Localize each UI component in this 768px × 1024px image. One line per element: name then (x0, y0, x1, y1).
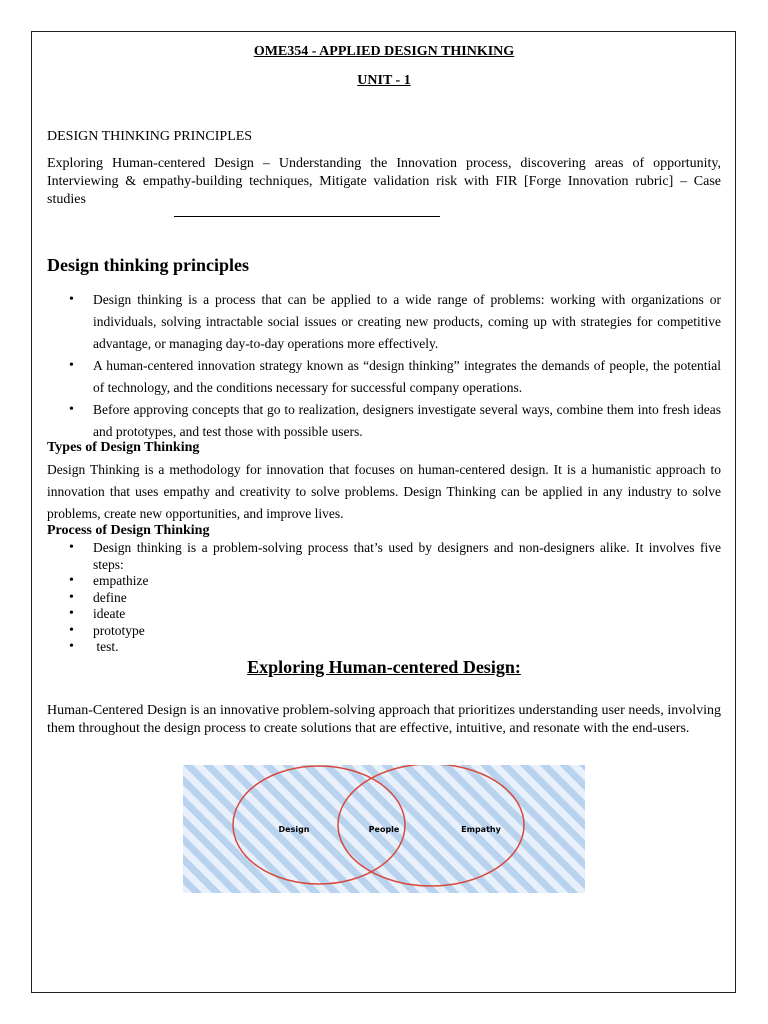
venn-label-people: People (368, 825, 400, 834)
principles-list (93, 289, 721, 443)
unit-label: UNIT - 1 (357, 73, 411, 88)
syllabus-paragraph: Exploring Human-centered Design – Understanding the Innovation process, discovering areas of opportunity, Interviewing & empathy-building techniques, Mitigate validation risk with FIR [Forge Innovation rubric] – Case studies (47, 156, 721, 207)
process-step-define: • define (93, 590, 721, 607)
venn-label-empathy: Empathy (461, 825, 501, 834)
venn-svg (183, 765, 585, 893)
principles-title: Design thinking principles (47, 255, 250, 275)
hcd-paragraph: Human-Centered Design is an innovative problem-solving approach that prioritizes understanding user needs, involving them throughout the design process to create solutions that are effective, intuitive, and resonate with the end-users. (47, 703, 721, 736)
venn-diagram (183, 765, 585, 893)
principles-bullet-3: • Before approving concepts that go to realization, designers investigate several ways, combine them into fresh ideas and prototypes, and test those with possible users. (93, 399, 721, 443)
types-paragraph: Design Thinking is a methodology for innovation that focuses on human-centered design. It is a humanistic approach to innovation that uses empathy and creativity to solve problems. Design Thinking can be applied in any industry to solve problems, create new opportunities, and improve lives. (47, 462, 721, 521)
process-list (93, 540, 721, 656)
types-title: Types of Design Thinking (47, 440, 200, 455)
hcd-title: Exploring Human-centered Design: (247, 657, 521, 677)
venn-label-design: Design (278, 825, 310, 834)
section-heading: DESIGN THINKING PRINCIPLES (47, 129, 253, 144)
process-step-test: • test. (93, 639, 721, 656)
process-intro: • Design thinking is a problem-solving process that’s used by designers and non-designers alike. It involves five steps: (93, 540, 721, 573)
process-step-prototype: • prototype (93, 623, 721, 640)
principles-bullet-1: • Design thinking is a process that can be applied to a wide range of problems: working with organizations or individuals, solving intractable social issues or creating new products, coming up with strategies for competitive advantage, or managing day-to-day operations more effectively. (93, 289, 721, 355)
process-step-empathize: • empathize (93, 573, 721, 590)
process-title: Process of Design Thinking (47, 523, 210, 538)
separator-line (174, 216, 440, 217)
process-step-ideate: • ideate (93, 606, 721, 623)
principles-bullet-2: • A human-centered innovation strategy known as “design thinking” integrates the demands of people, the potential of technology, and the conditions necessary for successful company operations. (93, 355, 721, 399)
course-title: OME354 - APPLIED DESIGN THINKING (253, 44, 515, 59)
